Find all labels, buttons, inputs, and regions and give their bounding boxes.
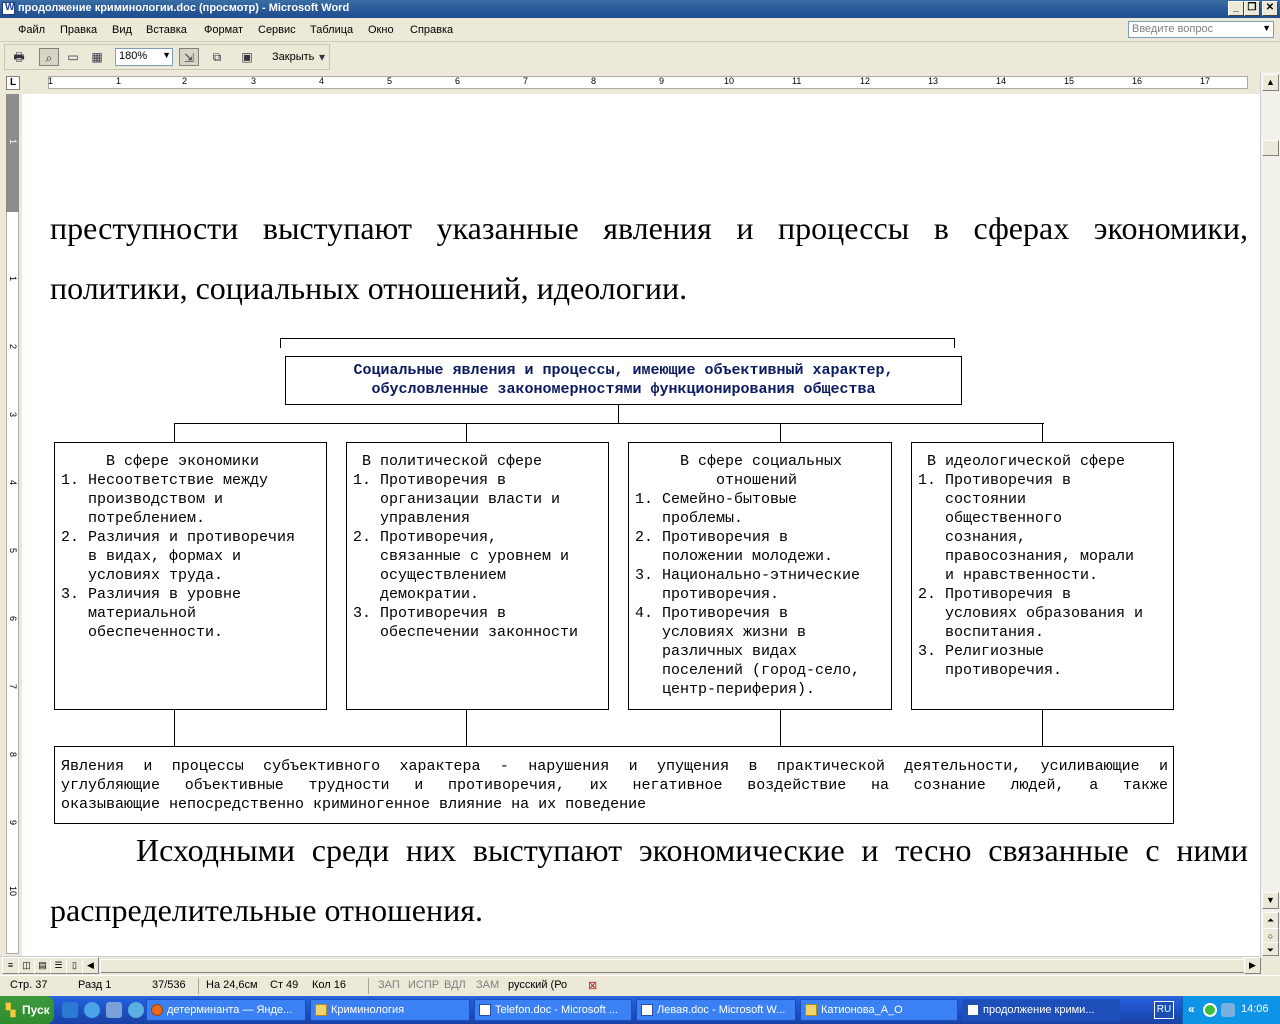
task-label: продолжение крими... [983,1004,1095,1016]
status-column: Кол 16 [312,979,346,991]
ruler-number: 11 [792,76,802,86]
next-page-icon[interactable]: ⏷ [1262,942,1279,956]
ruler-number: 8 [8,752,18,758]
horizontal-scrollbar[interactable] [0,956,1260,974]
connector-economy [174,423,175,443]
paragraph-2-line-1: Исходными среди них выступают экономические и тесно связанные с ними [136,832,1248,868]
tray-expand-icon[interactable]: « [1188,1002,1195,1016]
ruler-number: 3 [8,412,18,418]
one-page-icon[interactable]: ▭ [67,50,79,64]
status-language[interactable]: русский (Ро [508,979,568,991]
title-bar [0,0,1280,18]
task-kationova-folder[interactable] [800,999,958,1021]
menu-help[interactable]: Справка [410,24,454,36]
bottom-box-line-1: Явления и процессы субъективного характера - нарушения и упущения в практической деятельности, усиливающие и [61,758,1168,775]
economy-box: В сфере экономики 1. Несоответствие между производством и потреблением. 2. Различия и противоречия в видах, формах и условиях труда. 3. Различия в уровне материальной обеспеченности. [54,442,327,710]
diagram-top-bracket [280,338,954,339]
diagram-bottom-box [54,746,1174,824]
ruler-number: 3 [251,76,257,86]
document-page[interactable] [22,94,1260,956]
ruler-number: 5 [8,548,18,554]
ruler-number: 17 [1200,76,1211,86]
ruler-number: 5 [387,76,393,86]
firefox-icon [151,1004,163,1016]
ruler-number: 10 [8,886,18,897]
normal-view-icon[interactable]: ≡ [2,957,19,974]
menu-edit[interactable]: Правка [60,24,98,36]
ruler-number: 15 [1064,76,1075,86]
connector-economy-bottom [174,710,175,746]
ruler-number: 7 [8,684,18,690]
taskbar [0,996,1280,1024]
word-doc-icon [479,1004,491,1016]
magnifier-icon[interactable]: ⌕ [39,48,59,66]
zoom-value: 180% [119,50,148,62]
ask-question-placeholder: Введите вопрос [1132,23,1214,35]
ruler-number: 1 [48,76,54,86]
horizontal-ruler [0,72,1280,94]
social-box: В сфере социальных отношений 1. Семейно-бытовые проблемы. 2. Противоречия в положении молодежи. 3. Национально-этнические противоречия. 4. Противоречия в условиях жизни в различных видах поселений (город-село, центр-периферия). [628,442,892,710]
internet-explorer-icon[interactable] [84,1002,100,1018]
status-overtype[interactable]: ЗАМ [476,979,500,991]
print-preview-toolbar [4,44,330,70]
status-section: Разд 1 [78,979,112,991]
connector-ideology [1042,423,1043,443]
ruler-number: 4 [8,480,18,486]
minimize-button[interactable]: _ [1228,1,1244,16]
diagram-top-box: Социальные явления и процессы, имеющие объективный характер, обусловленные закономерностями функционирования общества [285,356,962,405]
menu-insert[interactable]: Вставка [146,24,187,36]
select-browse-object-icon[interactable]: ○ [1262,928,1279,945]
start-button[interactable]: ▚ Пуск [0,996,54,1024]
reading-layout-icon[interactable]: ▯ [66,957,83,974]
task-label: Левая.doc - Microsoft W... [657,1004,786,1016]
task-levaya-doc[interactable] [636,999,796,1021]
menu-bar [0,18,1280,42]
web-layout-icon[interactable]: ◫ [18,957,35,974]
chevron-down-icon: ▼ [162,50,171,60]
word-doc-icon [967,1004,979,1016]
task-telefon-doc[interactable] [474,999,632,1021]
paragraph-1-line-1: преступности выступают указанные явления и процессы в сферах экономики, [50,210,1248,246]
status-separator [368,978,369,994]
ruler-number: 7 [523,76,529,86]
status-record-macro[interactable]: ЗАП [378,979,400,991]
connector-politics-bottom [466,710,467,746]
system-tray [1182,996,1280,1024]
view-ruler-icon[interactable]: ⇲ [179,48,199,66]
restore-button[interactable]: ❐ [1244,1,1260,16]
close-preview-button[interactable]: Закрыть [272,51,315,63]
show-desktop-icon[interactable] [62,1002,78,1018]
ruler-number: 13 [928,76,939,86]
spelling-status-icon[interactable]: ⊠ [588,980,598,992]
status-page-count: 37/536 [152,979,186,991]
connector-politics [466,423,467,443]
ruler-number: 1 [8,139,18,145]
previous-page-icon[interactable]: ⏶ [1262,912,1279,929]
task-label: Криминология [331,1004,405,1016]
ruler-number: 2 [8,344,18,350]
menu-tools[interactable]: Сервис [258,24,296,36]
ruler-number: 9 [8,820,18,826]
vertical-ruler-margin [6,94,19,212]
task-browser[interactable] [146,999,306,1021]
ideology-box: В идеологической сфере 1. Противоречия в состоянии общественного сознания, правосознания, морали и нравственности. 2. Противоречия в условиях образования и воспитания. 3. Религиозные противоречия. [911,442,1174,710]
ruler-number: 10 [724,76,735,86]
task-label: детерминанта — Янде... [167,1004,293,1016]
menu-table[interactable]: Таблица [310,24,354,36]
scroll-down-icon[interactable]: ▼ [1262,892,1279,909]
clock: 14:06 [1241,1003,1269,1015]
ask-question-box[interactable] [1128,21,1274,38]
status-bar [0,975,1280,995]
status-line: Ст 49 [270,979,299,991]
connector-ideology-bottom [1042,710,1043,746]
folder-icon [805,1004,817,1016]
vertical-ruler [0,94,22,956]
toolbar-options-icon[interactable]: ▾ [318,50,326,64]
ruler-number: 4 [319,76,325,86]
full-screen-icon[interactable]: ▣ [241,50,253,64]
word-doc-icon [641,1004,653,1016]
ruler-number: 12 [860,76,871,86]
multiple-pages-icon[interactable]: ▦ [91,50,103,64]
task-current-doc[interactable] [962,999,1120,1021]
scroll-left-icon[interactable]: ◀ [82,957,99,974]
ruler-number: 16 [1132,76,1143,86]
chevron-down-icon: ▼ [1262,23,1271,33]
ruler-number: 1 [116,76,122,86]
ruler-number: 6 [455,76,461,86]
politics-box: В политической сфере 1. Противоречия в организации власти и управления 2. Противоречия, связанные с уровнем и осуществлением демократии. 3. Противоречия в обеспечении законности [346,442,609,710]
scroll-up-icon[interactable]: ▲ [1262,74,1279,91]
ruler-number: 2 [182,76,188,86]
ruler-number: 9 [659,76,665,86]
save-quicklaunch-icon[interactable] [106,1002,122,1018]
menu-window[interactable]: Окно [368,24,394,36]
scroll-right-icon[interactable]: ▶ [1244,957,1261,974]
outline-view-icon[interactable]: ☰ [50,957,67,974]
folder-icon [315,1004,327,1016]
bottom-box-line-3: оказывающие непосредственно криминогенное влияние на их поведение [61,796,647,813]
connection-icon[interactable] [1221,1003,1235,1017]
status-separator [198,978,199,994]
window-title: продолжение криминологии.doc (просмотр) - Microsoft Word [18,2,350,14]
print-icon[interactable]: 🖶 [13,50,25,64]
paragraph-2-line-2: распределительные отношения. [50,892,483,928]
menu-format[interactable]: Формат [204,24,244,36]
ruler-number: 1 [8,276,18,282]
word-app-icon[interactable] [2,2,15,15]
ruler-number: 14 [996,76,1007,86]
task-label: Telefon.doc - Microsoft ... [495,1004,618,1016]
connector-top [618,405,619,423]
status-position: На 24,6см [206,979,258,991]
status-page: Стр. 37 [10,979,48,991]
vertical-scrollbar[interactable] [1260,72,1280,956]
connector-horizontal-top [174,423,1044,424]
diagram-bracket-left [280,338,281,348]
ruler-number: 8 [591,76,597,86]
bottom-box-line-2: углубляющие объективные трудности и противоречия, их негативное воздействие на сознание людей, а также [61,777,1168,794]
horizontal-scroll-thumb[interactable] [100,959,1246,973]
task-criminology-folder[interactable] [310,999,470,1021]
connector-social [780,423,781,443]
language-indicator[interactable]: RU [1154,1001,1174,1019]
media-player-icon[interactable] [128,1002,144,1018]
tab-stop-selector[interactable]: L [6,76,20,90]
diagram-bracket-right [954,338,955,348]
task-label: Катионова_А_О [821,1004,903,1016]
shrink-to-fit-icon[interactable]: ⧉ [212,50,222,64]
close-window-button[interactable]: ✕ [1262,1,1278,16]
print-layout-icon[interactable]: ▤ [34,957,51,974]
scroll-thumb[interactable] [1262,140,1279,156]
status-extend-selection[interactable]: ВДЛ [444,979,466,991]
ruler-number: 6 [8,616,18,622]
status-track-changes[interactable]: ИСПР [408,979,440,991]
zoom-select[interactable] [115,48,173,66]
menu-file[interactable]: Файл [18,24,46,36]
network-status-icon[interactable] [1203,1003,1217,1017]
paragraph-1-line-2: политики, социальных отношений, идеологии. [50,270,688,306]
menu-view[interactable]: Вид [112,24,132,36]
connector-social-bottom [780,710,781,746]
